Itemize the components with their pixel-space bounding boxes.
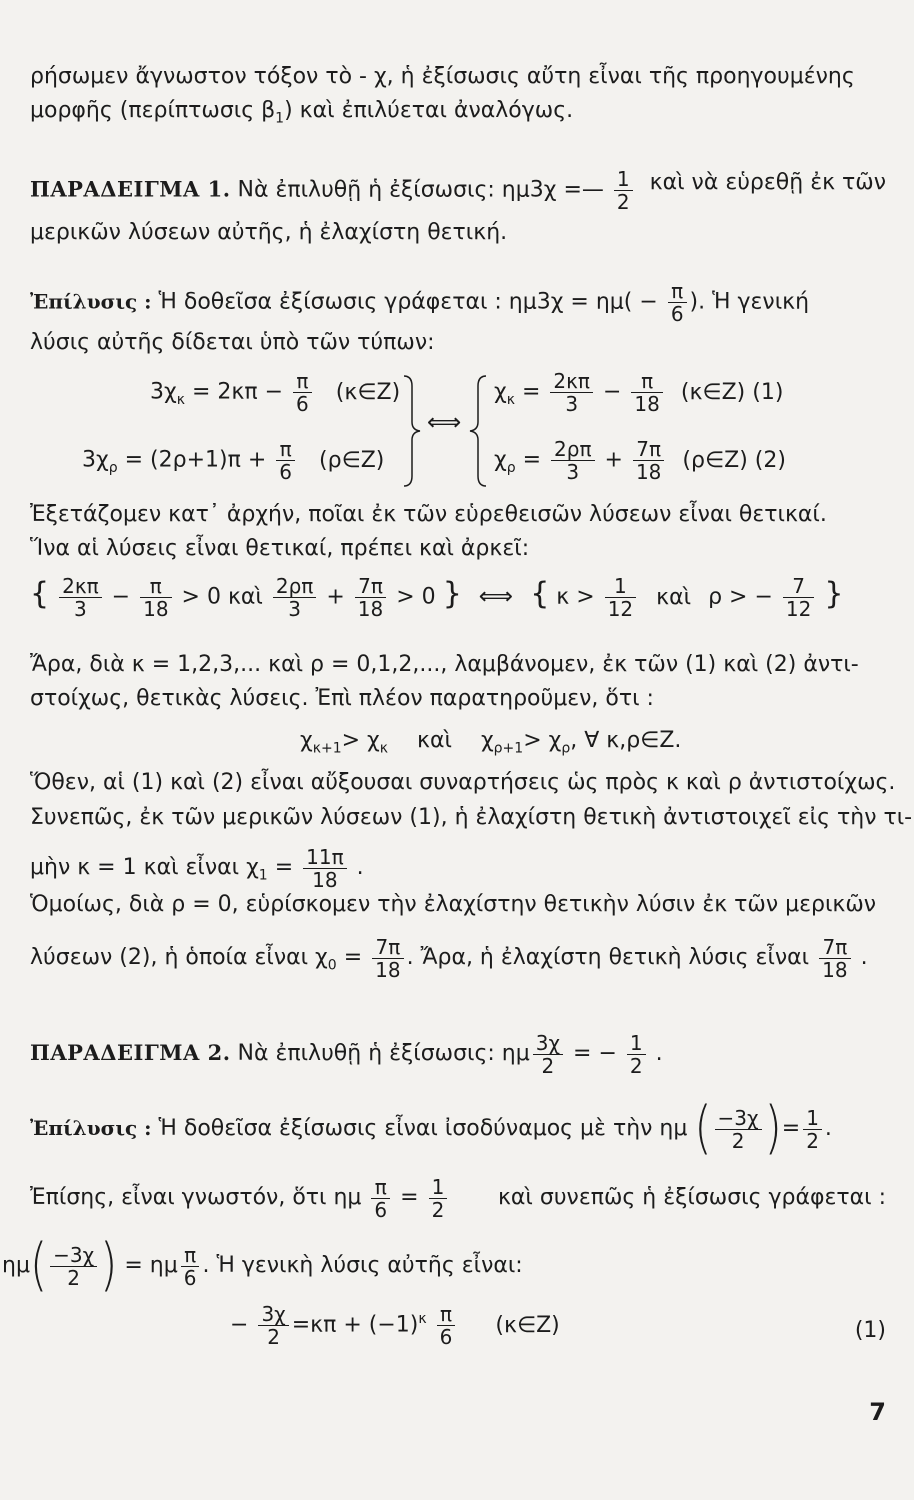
fraction: [140, 575, 171, 620]
text-span: . Ἡ γενικὴ λύσις αὐτῆς εἶναι:: [202, 1253, 523, 1278]
text-span: Ἡ δοθεῖσα ἐξίσωσις εἶναι ἰσοδύναμος μὲ τὴν ημ: [158, 1116, 688, 1141]
text-span: .: [824, 1116, 832, 1141]
numerator: π: [668, 280, 687, 303]
condition: (ρ∈Z): [319, 447, 385, 473]
solution-2-line: [30, 1095, 886, 1162]
text-line: [30, 930, 886, 993]
denominator: 18: [635, 460, 662, 484]
example-1-heading: ΠΑΡΑΔΕΙΓΜΑ 1.: [30, 176, 231, 202]
denominator: 3: [74, 597, 87, 621]
text-span: καὶ συνεπῶς ἡ ἐξίσωσις γράφεται :: [497, 1185, 886, 1210]
denominator: 6: [296, 392, 309, 416]
fraction: [273, 575, 316, 620]
left-paren: (: [694, 1095, 712, 1162]
numerator: 1: [614, 168, 633, 191]
text-span: .: [860, 945, 868, 970]
subscript: ρ: [108, 459, 118, 476]
text-span: ) καὶ ἐπιλύεται ἀναλόγως.: [284, 98, 574, 123]
denominator: 3: [565, 392, 579, 416]
fraction: [59, 575, 102, 620]
fraction: [181, 1244, 200, 1289]
text-span: = 2κπ −: [191, 379, 284, 405]
subscript: ρ: [561, 740, 571, 757]
equivalence-arrow: ⟺: [478, 581, 514, 610]
denominator: 12: [607, 597, 634, 621]
text-span: > 0 καὶ: [181, 584, 263, 610]
positivity-condition: [30, 575, 843, 620]
general-solution: [230, 1303, 560, 1348]
numerator: 3χ: [258, 1303, 288, 1326]
fraction: [631, 370, 662, 415]
denominator: 18: [822, 957, 848, 982]
fraction: [276, 438, 295, 483]
text-span: =: [343, 945, 363, 970]
fraction: [293, 370, 312, 415]
text-span: χ: [494, 447, 507, 473]
text-span: μὴν κ = 1 καὶ εἶναι χ: [30, 855, 259, 880]
text-span: χ: [494, 379, 507, 405]
numerator: π: [371, 1176, 390, 1199]
denominator: 3: [288, 597, 301, 621]
text-span: =: [781, 1116, 801, 1141]
text-span: > 0: [396, 584, 436, 610]
text-span: ρ > −: [708, 584, 773, 610]
text-span: καὶ: [417, 728, 452, 753]
text-span: > χ: [523, 728, 562, 753]
numerator: −3χ: [715, 1107, 762, 1130]
text-span: .: [655, 1041, 663, 1066]
text-line: Ὅθεν, αἱ (1) καὶ (2) εἶναι αὔξουσαι συναρτήσεις ὡς πρὸς κ καὶ ρ ἀντιστοίχως.: [30, 770, 896, 795]
text-span: +: [604, 447, 623, 473]
fraction: [551, 438, 594, 483]
fraction: [783, 575, 814, 620]
numerator: 7π: [355, 575, 386, 598]
text-span: =: [400, 1185, 419, 1210]
condition: (κ∈Z): [495, 1312, 560, 1338]
right-brace: }: [442, 576, 462, 612]
fraction: [605, 575, 636, 620]
fraction: [668, 280, 687, 325]
denominator: 2: [67, 1265, 81, 1290]
numerator: 11π: [303, 846, 347, 869]
text-span: 3χ: [150, 379, 177, 405]
denominator: 2: [431, 1197, 445, 1222]
solution-label: Ἐπίλυσις :: [30, 1116, 152, 1140]
text-span: Νὰ ἐπιλυθῇ ἡ ἐξίσωσις: ημ3χ =: [237, 177, 582, 203]
text-span: ημ: [2, 1253, 30, 1278]
equivalence-arrow: ⟺: [427, 408, 462, 436]
text-span: =κπ + (−1): [291, 1312, 419, 1338]
numerator: π: [276, 438, 295, 461]
fraction: [437, 1303, 456, 1348]
fraction: [258, 1303, 288, 1348]
text-span: = (2ρ+1)π +: [124, 447, 267, 473]
numerator: π: [437, 1303, 456, 1326]
fraction: [803, 1107, 822, 1152]
fraction: [550, 370, 593, 415]
numerator: 7π: [372, 936, 403, 959]
fraction: [355, 575, 386, 620]
result-2: [494, 438, 786, 483]
subscript: κ: [506, 391, 515, 408]
text-span: =: [521, 379, 541, 405]
example-2-statement: [30, 1025, 886, 1082]
numerator: −3χ: [50, 1244, 97, 1267]
monotonic-inequality: [300, 728, 681, 756]
text-span: −: [111, 584, 131, 610]
left-brace: {: [530, 576, 550, 612]
text-span: Ἡ δοθεῖσα ἐξίσωσις γράφεται : ημ3χ = ημ( −: [158, 289, 658, 315]
equation-tag: (1): [854, 1318, 886, 1343]
numerator: π: [140, 575, 171, 598]
numerator: 1: [429, 1176, 448, 1199]
page-number: 7: [869, 1398, 886, 1426]
text-span: =: [522, 447, 542, 473]
numerator: 7π: [633, 438, 664, 461]
numerator: 2κπ: [550, 370, 593, 393]
condition: (κ∈Z) (1): [680, 379, 784, 405]
text-span: καὶ: [656, 584, 692, 610]
text-line: Ἄρα, διὰ κ = 1,2,3,... καὶ ρ = 0,1,2,..., λαμβάνομεν, ἐκ τῶν (1) καὶ (2) ἀντι-: [30, 652, 859, 677]
condition: (ρ∈Z) (2): [682, 447, 786, 473]
right-brace: }: [824, 576, 844, 612]
subscript: ρ: [506, 459, 516, 476]
text-line: λύσις αὐτῆς δίδεται ὑπὸ τῶν τύπων:: [30, 330, 435, 355]
fraction: [372, 936, 403, 981]
text-span: Ἐπίσης, εἶναι γνωστόν, ὅτι ημ: [30, 1185, 362, 1210]
denominator: 18: [312, 867, 338, 892]
text-line: μερικῶν λύσεων αὐτῆς, ἡ ἐλαχίστη θετική.: [30, 220, 508, 245]
text-line: [2, 1232, 886, 1299]
numerator: 1: [803, 1107, 822, 1130]
text-span: ). Ἡ γενική: [689, 289, 810, 315]
formula-1: [150, 370, 400, 415]
text-span: 3χ: [82, 447, 109, 473]
subscript: κ+1: [312, 740, 342, 757]
denominator: 6: [374, 1197, 388, 1222]
text-line: [30, 96, 886, 133]
numerator: 3χ: [533, 1032, 563, 1055]
text-span: μορφῆς (περίπτωσις β: [30, 98, 276, 123]
text-span: −: [602, 379, 622, 405]
text-span: +: [326, 584, 345, 610]
text-span: −: [230, 1312, 249, 1338]
fraction: [50, 1244, 97, 1289]
numerator: 2ρπ: [551, 438, 594, 461]
numerator: 7: [783, 575, 814, 598]
fraction: [303, 846, 347, 891]
fraction: [715, 1107, 762, 1152]
solution-label: Ἐπίλυσις :: [30, 289, 152, 314]
denominator: 18: [634, 392, 660, 416]
text-line: [30, 1170, 886, 1226]
text-span: > χ: [341, 728, 380, 753]
denominator: 18: [143, 597, 169, 621]
numerator: π: [293, 370, 312, 393]
denominator: 2: [267, 1325, 280, 1349]
condition: (κ∈Z): [335, 379, 401, 405]
denominator: 18: [375, 957, 401, 982]
subscript: κ: [379, 740, 389, 757]
fraction: [627, 1032, 646, 1077]
subscript: ρ+1: [493, 740, 524, 757]
subscript: 1: [258, 867, 268, 884]
text-span: κ >: [556, 584, 595, 610]
text-span: =: [274, 855, 294, 880]
denominator: 6: [183, 1265, 197, 1290]
denominator: 18: [357, 597, 384, 621]
denominator: 2: [731, 1128, 745, 1153]
text-line: Ἐξετάζομεν κατ᾽ ἀρχήν, ποῖαι ἐκ τῶν εὑρεθεισῶν λύσεων εἶναι θετικαί.: [30, 502, 827, 527]
fraction: [633, 438, 664, 483]
text-line: ρήσωμεν ἄγνωστον τόξον τὸ - χ, ἡ ἐξίσωσις αὔτη εἶναι τῆς προηγουμένης: [30, 64, 855, 89]
text-span: χ: [480, 728, 494, 753]
superscript: κ: [418, 1311, 427, 1328]
subscript: κ: [176, 391, 185, 408]
fraction: [533, 1032, 563, 1077]
numerator: 2ρπ: [273, 575, 316, 598]
fraction: [371, 1176, 390, 1221]
text-span: .: [356, 855, 364, 880]
fraction: [819, 936, 850, 981]
example-1-statement: [30, 168, 886, 213]
denominator: 12: [785, 597, 812, 621]
fraction: [429, 1176, 448, 1221]
text-line: Ὁμοίως, διὰ ρ = 0, εὑρίσκομεν τὴν ἐλαχίστην θετικὴν λύσιν ἐκ τῶν μερικῶν: [30, 892, 877, 917]
text-line: στοίχως, θετικὰς λύσεις. Ἐπὶ πλέον παρατηροῦμεν, ὅτι :: [30, 686, 654, 711]
denominator: 6: [670, 302, 684, 326]
text-line: Ἵνα αἱ λύσεις εἶναι θετικαί, πρέπει καὶ ἀρκεῖ:: [30, 536, 530, 561]
denominator: 2: [616, 190, 630, 214]
numerator: 7π: [819, 936, 850, 959]
solution-1-line: [30, 280, 886, 325]
denominator: 6: [439, 1325, 453, 1349]
denominator: 2: [806, 1128, 819, 1153]
text-span: , ∀ κ,ρ∈Z.: [570, 728, 682, 753]
text-span: χ: [300, 728, 313, 753]
numerator: 2κπ: [59, 575, 102, 598]
text-span: λύσεων (2), ἡ ὁποία εἶναι χ: [30, 945, 328, 970]
right-paren: ): [100, 1232, 118, 1299]
numerator: π: [631, 370, 662, 393]
example-2-heading: ΠΑΡΑΔΕΙΓΜΑ 2.: [30, 1040, 231, 1065]
text-span: = ημ: [124, 1253, 178, 1278]
denominator: 2: [541, 1053, 555, 1078]
subscript: 1: [275, 110, 285, 127]
text-span: = −: [573, 1041, 617, 1066]
numerator: π: [181, 1244, 200, 1267]
subscript: 0: [327, 957, 337, 974]
minus-sign: —: [581, 177, 604, 203]
right-paren: ): [764, 1095, 782, 1162]
result-1: [494, 370, 783, 415]
denominator: 6: [279, 460, 293, 484]
text-span: Νὰ ἐπιλυθῇ ἡ ἐξίσωσις: ημ: [237, 1041, 530, 1066]
numerator: 1: [605, 575, 636, 598]
denominator: 2: [629, 1053, 643, 1078]
left-brace: {: [30, 576, 50, 612]
numerator: 1: [627, 1032, 646, 1055]
text-span: . Ἄρα, ἡ ἐλαχίστη θετικὴ λύσις εἶναι: [406, 945, 810, 970]
formula-2: [82, 438, 384, 483]
denominator: 3: [566, 460, 580, 484]
text-span: καὶ νὰ εὑρεθῇ ἐκ τῶν: [649, 170, 886, 195]
text-line: Συνεπῶς, ἐκ τῶν μερικῶν λύσεων (1), ἡ ἐλαχίστη θετικὴ ἀντιστοιχεῖ εἰς τὴν τι-: [30, 805, 913, 830]
left-paren: (: [29, 1232, 48, 1299]
fraction: [614, 168, 633, 213]
